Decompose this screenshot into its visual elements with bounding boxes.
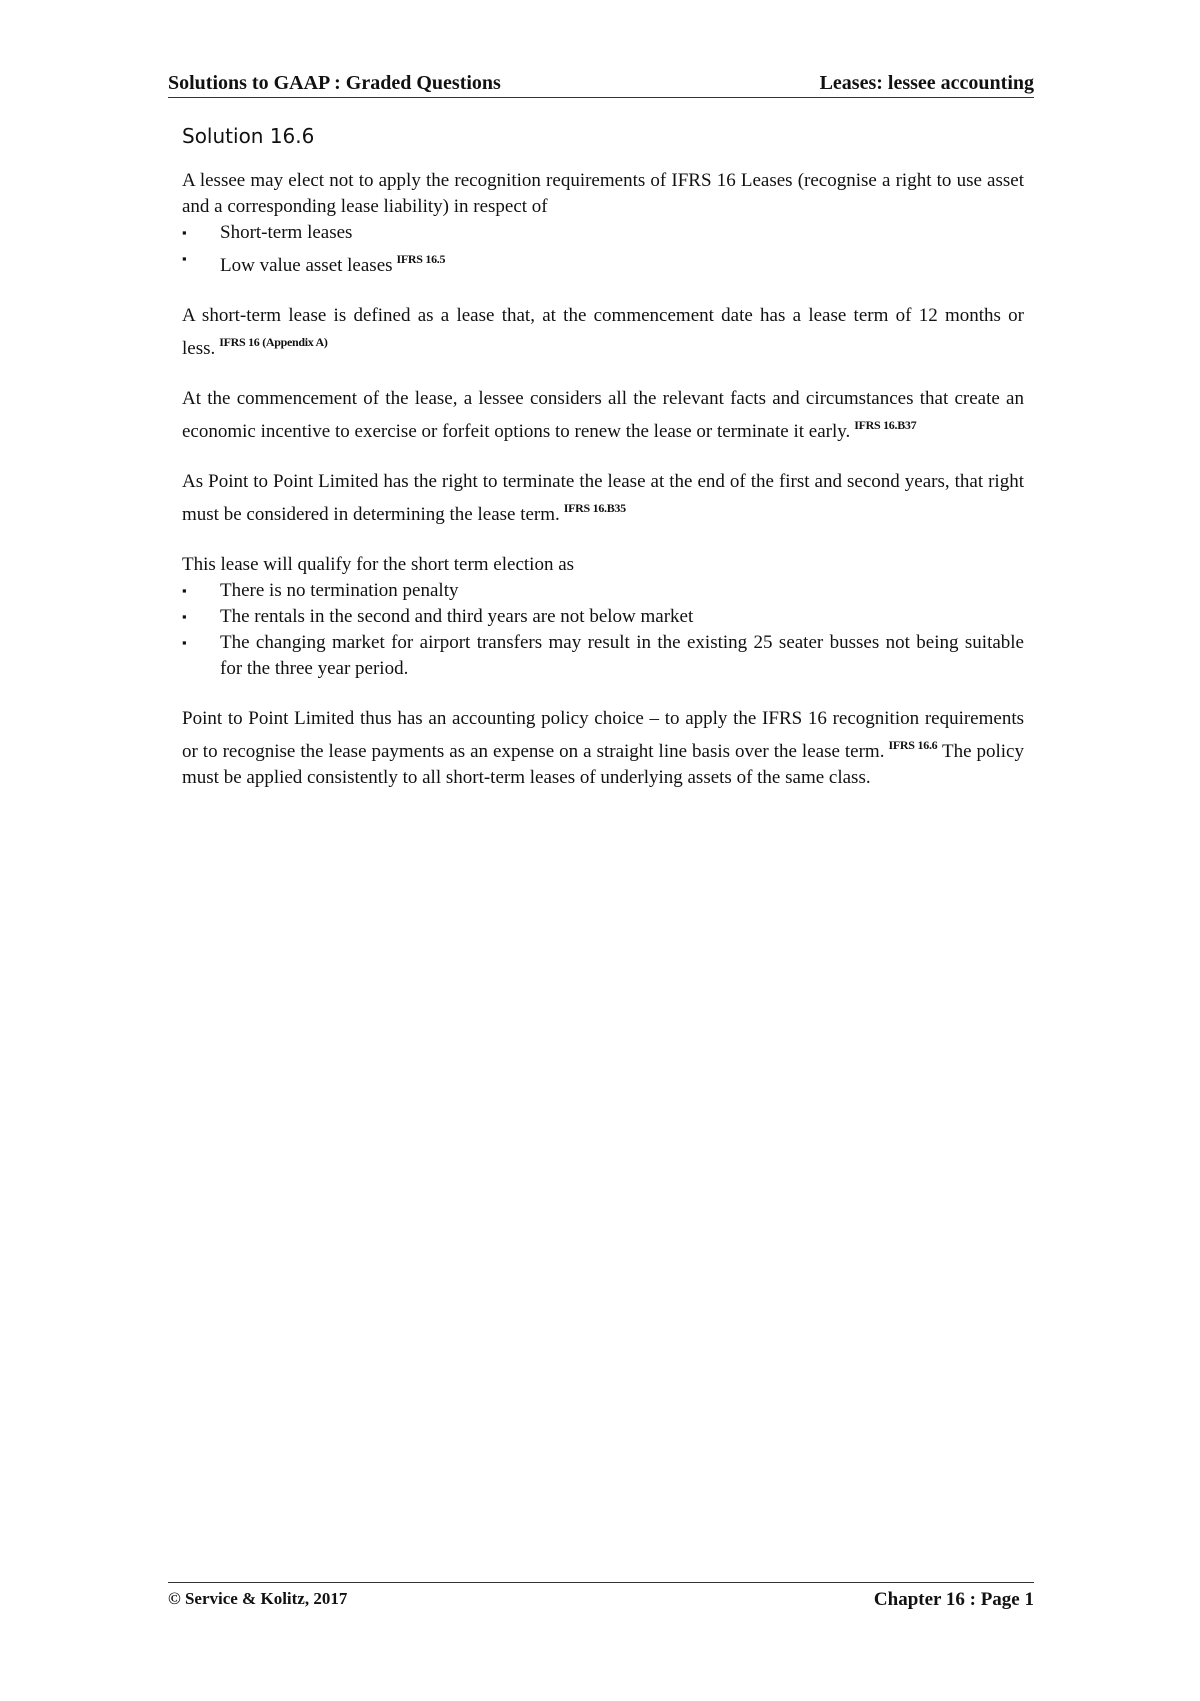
page-footer — [168, 1582, 1034, 1611]
paragraph-6: Point to Point Limited thus has an accounting policy choice – to apply the IFRS 16 recognition requirements or to recognise the lease payments as an expense on a straight line basis over the lease term. $^{IFRS 16.6}$ The policy must be applied consistently to all short-term leases of underlying assets of the same class. — [182, 708, 1024, 788]
page-header — [168, 70, 1034, 98]
bullet-list-2 — [182, 578, 1024, 682]
bullet-icon: ▪ — [182, 583, 187, 598]
footer-copyright: © Service & Kolitz, 2017 — [168, 1589, 348, 1608]
document-body — [182, 122, 1024, 815]
reference: IFRS 16 (Appendix A) — [219, 335, 328, 349]
header-right: Leases: lessee accounting — [819, 72, 1034, 94]
paragraph-1-text: A lessee may elect not to apply the recognition requirements of IFRS 16 Leases (recognise a right to use asset and a corresponding lease liability) in respect of — [182, 170, 1024, 217]
paragraph-2: A short-term lease is defined as a lease that, at the commencement date has a lease term of 12 months or less. $^{IFRS 16 (Appendix A)}$ — [182, 305, 1024, 359]
paragraph-1 — [182, 168, 1024, 279]
bullet-icon: ▪ — [182, 225, 187, 240]
bullet-icon: ▪ — [182, 251, 187, 266]
list-item: ▪ The changing market for airport transfers may result in the existing 25 seater busses not being suitable for the three year period. — [182, 632, 1024, 679]
bullet-icon: ▪ — [182, 609, 187, 624]
paragraph-5 — [182, 552, 1024, 682]
solution-title: Solution 16.6 — [182, 124, 315, 148]
list-item: ▪ Short-term leases — [182, 220, 1024, 246]
list-item: ▪ There is no termination penalty — [182, 578, 1024, 604]
list-item: ▪ Low value asset leases $^{IFRS 16.5}$ — [182, 246, 1024, 279]
reference: IFRS 16.B35 — [563, 501, 626, 515]
paragraph-5-text: This lease will qualify for the short term election as — [182, 554, 575, 575]
bullet-list-1 — [182, 220, 1024, 279]
header-left: Solutions to GAAP : Graded Questions — [168, 72, 501, 94]
bullet-icon: ▪ — [182, 635, 187, 650]
list-item: ▪ The rentals in the second and third years are not below market — [182, 604, 1024, 630]
reference: IFRS 16.6 — [888, 738, 938, 752]
paragraph-4: As Point to Point Limited has the right to terminate the lease at the end of the first and second years, that right must be considered in determining the lease term. $^{IFRS 16.B35}$ — [182, 471, 1024, 525]
paragraph-3: At the commencement of the lease, a lessee considers all the relevant facts and circumstances that create an economic incentive to exercise or forfeit options to renew the lease or terminate it early. $^{IFRS 16.B37}$ — [182, 388, 1024, 442]
footer-page-number: Chapter 16 : Page 1 — [873, 1589, 1034, 1610]
reference: IFRS 16.B37 — [854, 418, 917, 432]
reference: IFRS 16.5 — [396, 252, 446, 266]
